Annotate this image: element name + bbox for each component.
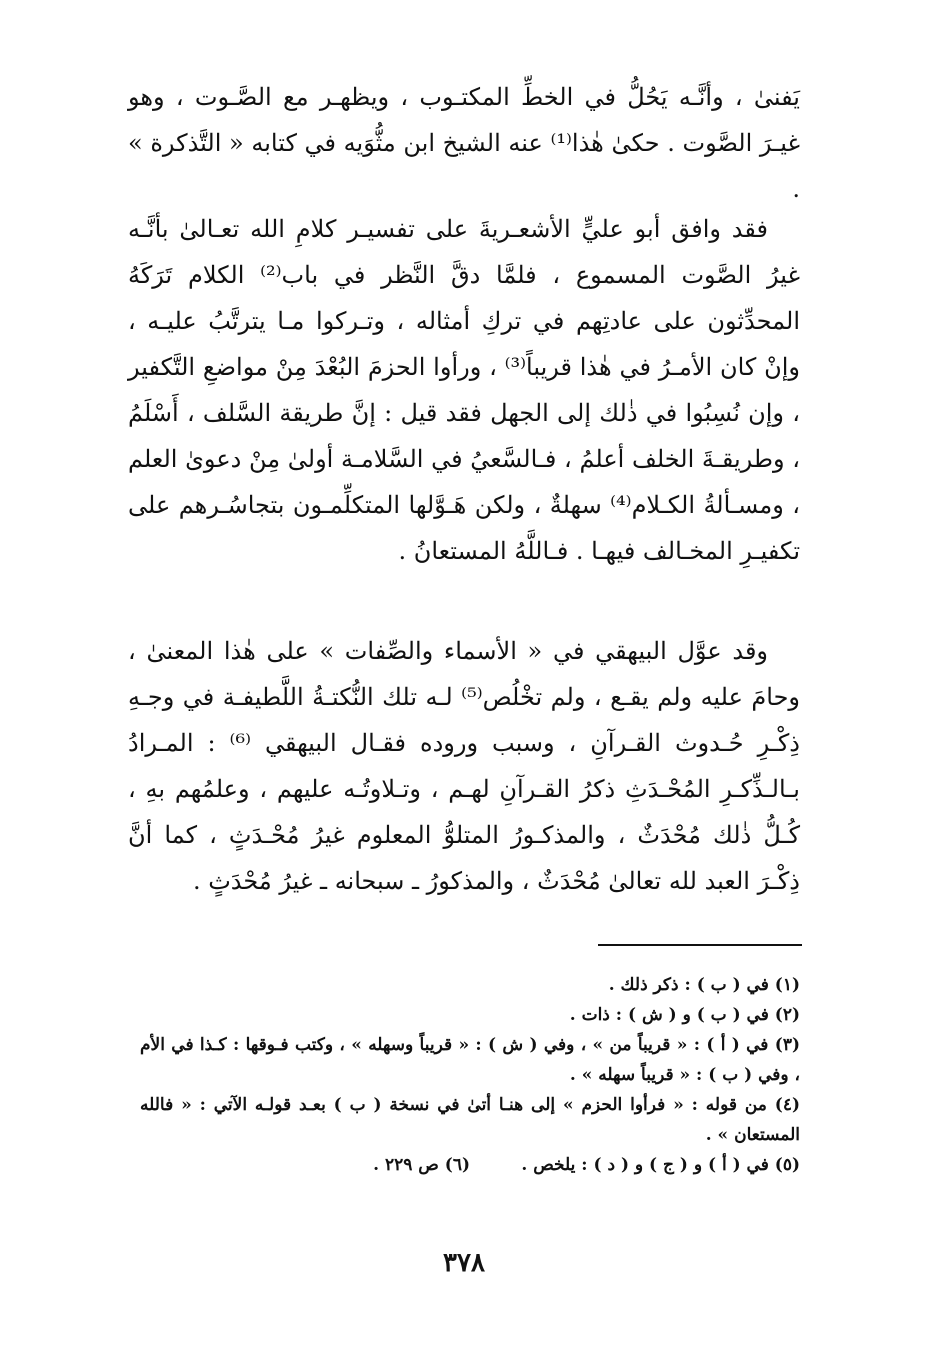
page-number: ٣٧٨ — [443, 1248, 485, 1278]
footnote-row-5-6 — [140, 1150, 800, 1180]
paragraph-text: فقد وافق أبو عليٍّ الأشعـريةَ على تفسيـر كلامِ الله تعـالىٰ بأنَّـه غيرُ الصَّوت المسموع ، فلمَّا دقَّ النَّظر في باب⁽²⁾ الكلام تَرَكَهُ المحدِّثون على عادتِهم في تركِ أمثاله ، وتـركوا مـا يترتَّبُ عليـه ، وإنْ كان الأمـرُ في هٰذا قريباً⁽³⁾ ، ورأوا الحزمَ البُعْدَ مِنْ مواضعِ التَّكفير ، وإن نُسِبُوا في ذٰلك إلى الجهل فقد قيل : إنَّ طريقة السَّلف ، أَسْلَمُ ، وطريقـةَ الخلف أعلمُ ، فـالسَّعيُ في السَّلامـة أولىٰ مِنْ دعوىٰ العلم ، ومسـألةُ الكـلام⁽⁴⁾ سهلةٌ ، ولكن هَـوَّلها المتكلِّمـون بتجاسُـرهم على تكفيـرِ المخـالف فيهـا . فـاللَّهُ المستعانُ . — [128, 215, 801, 565]
main-text-paragraph-1 — [128, 74, 800, 212]
paragraph-text: يَفنىٰ ، وأنَّـه يَحُلُّ في الخطِّ المكتـوب ، ويظهـر مع الصَّـوت ، وهو غيـرَ الصَّوت . حكىٰ هٰذا⁽¹⁾ عنه الشيخ ابن مثُّوَيه في كتابه « التَّذكرة » . — [128, 83, 801, 203]
paragraph-text: وقد عوَّل البيهقي في « الأسماء والصِّفات » على هٰذا المعنىٰ ، وحامَ عليه ولم يقـع ، ولم تخْلُص⁽⁵⁾ لـه تلك النُّكتـةُ اللَّطيفـة في وجـهِ ذِكْـرِ حُـدوث القـرآنِ ، وسبب وروده فقـال البيهقي ⁽⁶⁾ : المـرادُ بـالـذِّكـرِ المُحْـدَثِ ذكرُ القـرآنِ لهـم ، وتـلاوتُـه عليهم ، وعلمُهم بهِ ، كُـلُّ ذٰلك مُحْدَثٌ ، والمذكـورُ المتلوُّ المعلوم غيرُ مُحْـدَثٍ ، كما أنَّ ذِكْـرَ العبد لله تعالىٰ مُحْدَثٌ ، والمذكورُ ـ سبحانه ـ غيرُ مُحْدَثٍ . — [128, 637, 801, 895]
footnote-3: (٣) في ( أ ) : « قريباً من » ، وفي ( ش ) : « قريباً وسهله » ، وكتب فـوقها : كـذا في الأم ، وفي ( ب ) : « قريباً سهله » . — [140, 1035, 800, 1085]
footnote-6: (٦) ص ٢٢٩ . — [373, 1155, 470, 1175]
footnotes-section — [140, 970, 800, 1180]
footnote-1: (١) في ( ب ) : ذكر ذلك . — [608, 975, 800, 995]
footnote-2: (٢) في ( ب ) و ( ش ) : ذات . — [569, 1005, 800, 1025]
footnote-5: (٥) في ( أ ) و ( ج ) و ( د ) : يلخص . — [521, 1155, 800, 1175]
main-text-paragraph-3 — [128, 628, 800, 904]
main-text-paragraph-2 — [128, 206, 800, 574]
footnote-4: (٤) من قوله : « فرأوا الحزم » إلى هنـا أتىٰ في نسخة ( ب ) بعـد قولـه الآتي : « فالله المستعان » . — [140, 1095, 800, 1145]
footnote-divider — [598, 944, 802, 946]
